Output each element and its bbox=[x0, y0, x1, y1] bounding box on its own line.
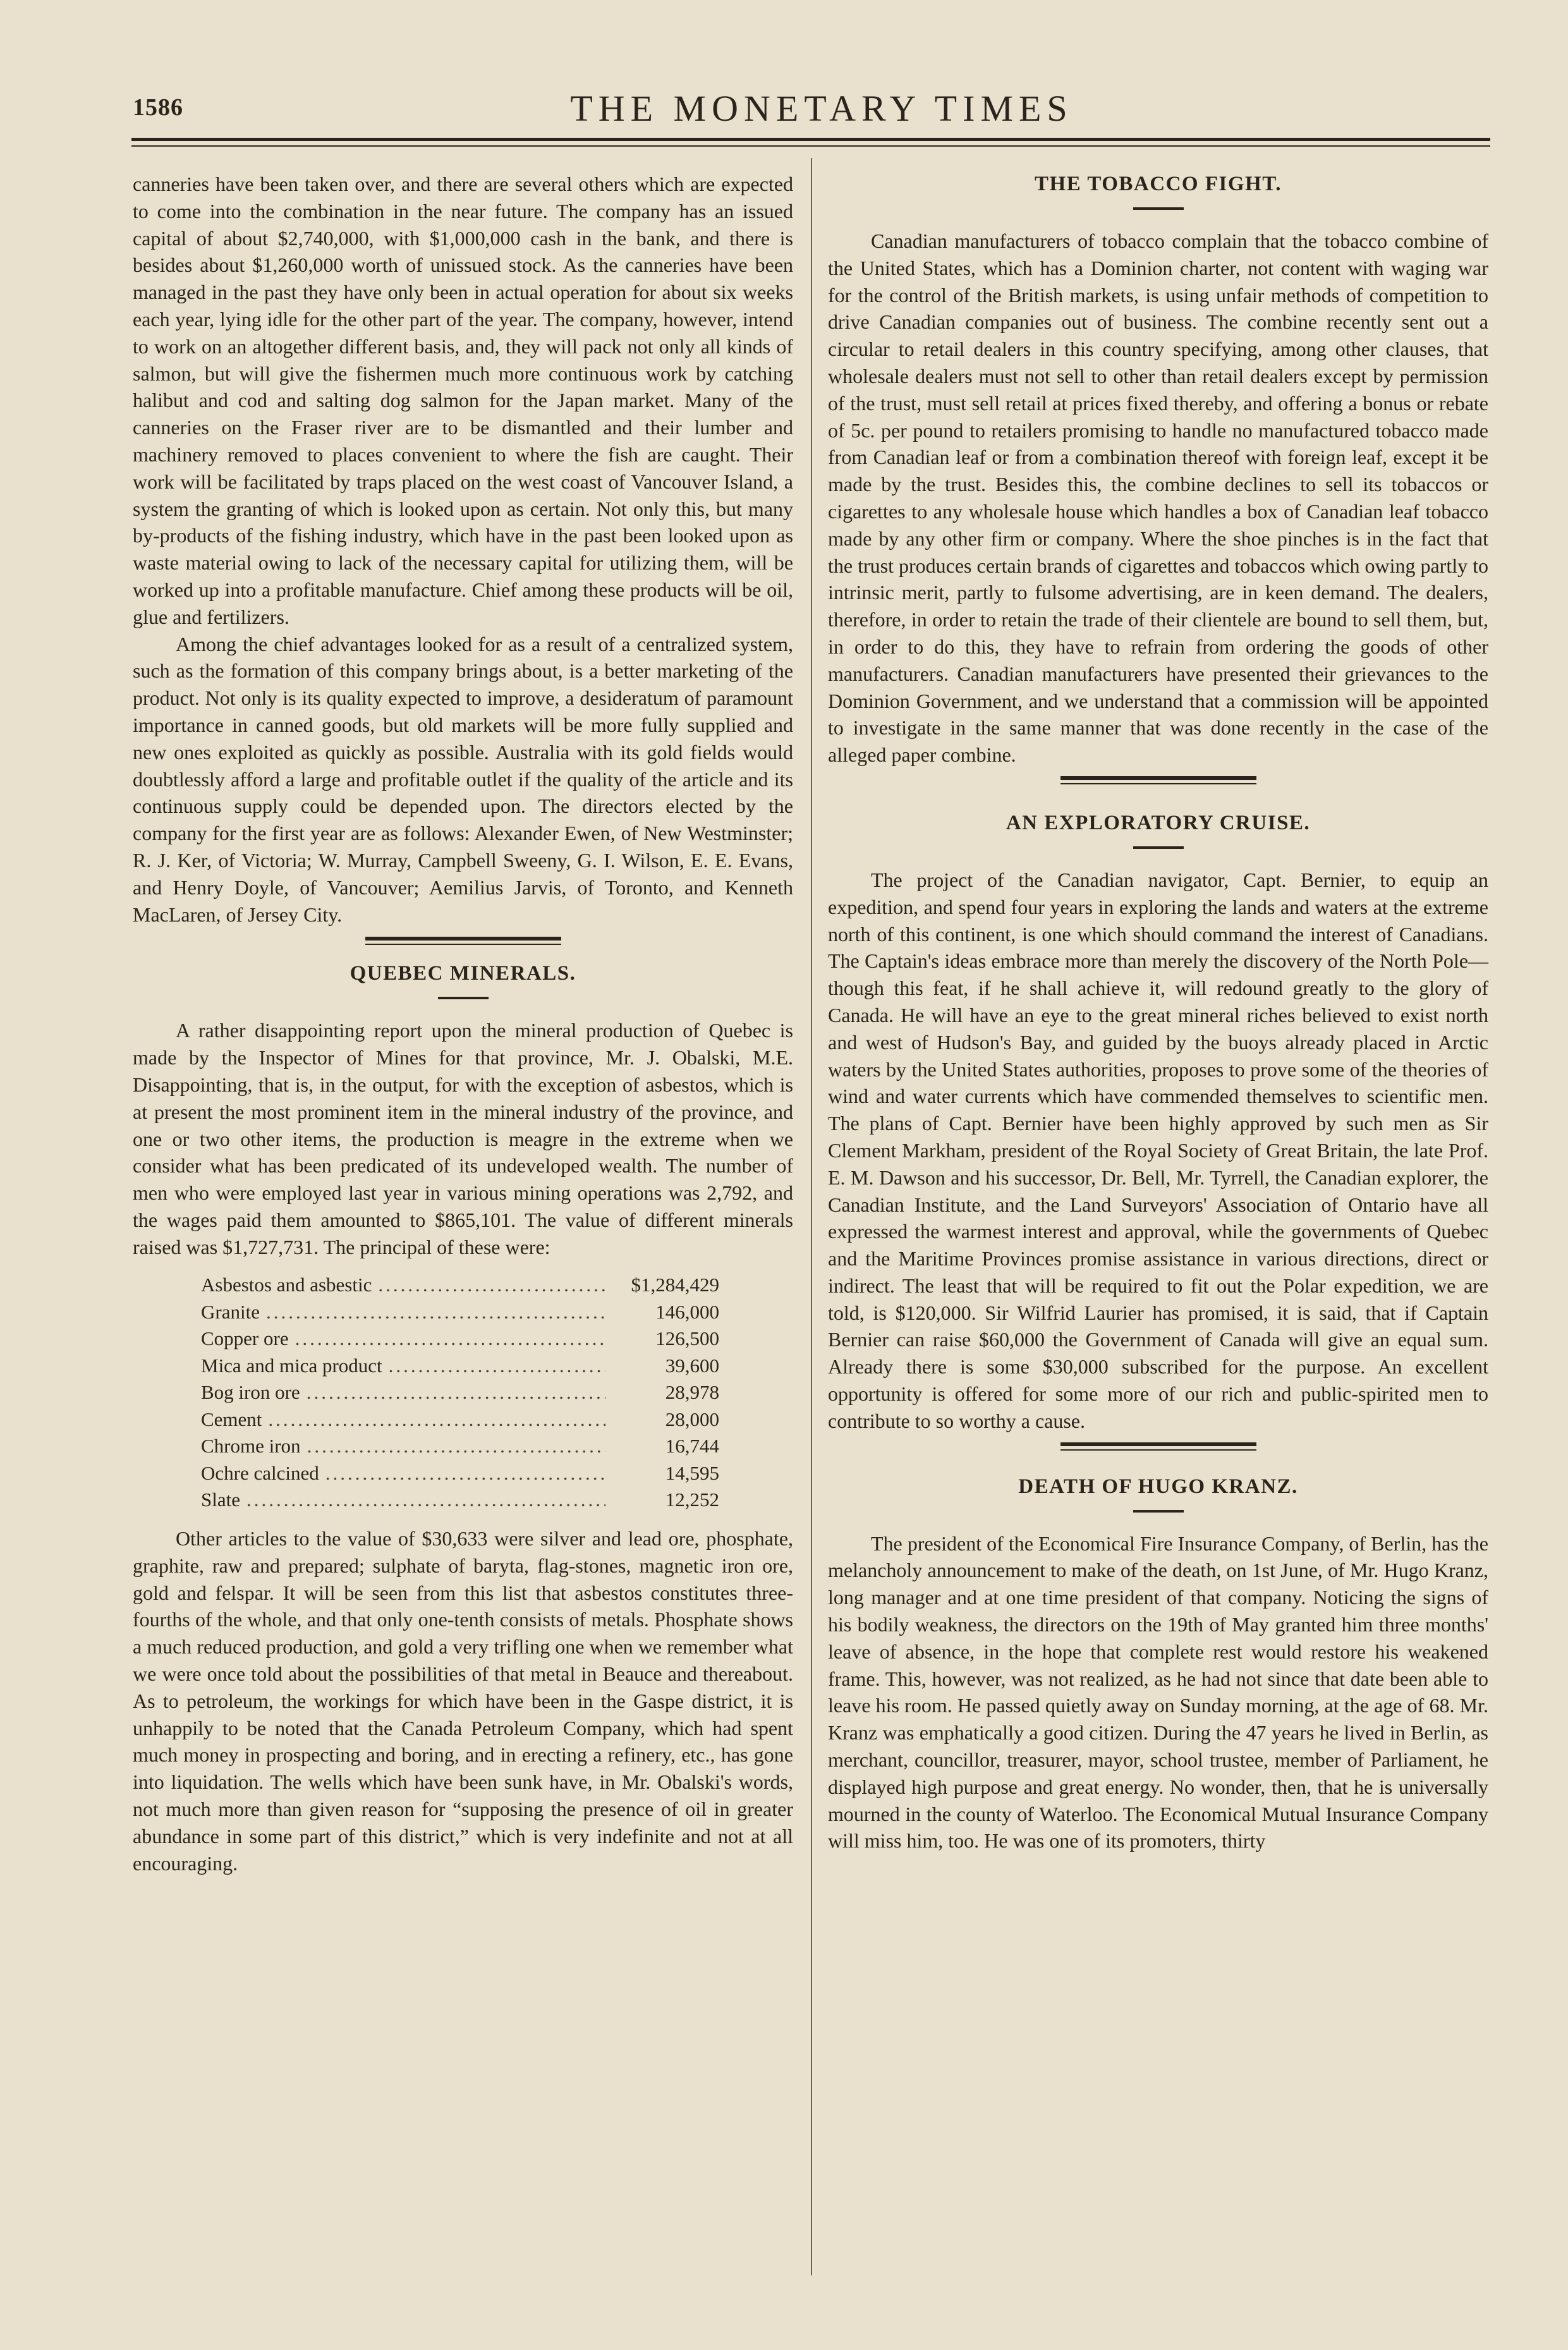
title-rule bbox=[438, 997, 489, 999]
mineral-name: Copper ore bbox=[201, 1327, 289, 1350]
section-separator bbox=[1061, 1442, 1256, 1451]
mineral-row bbox=[201, 1406, 719, 1434]
mineral-row bbox=[201, 1460, 719, 1487]
header-rule-thin bbox=[131, 145, 1490, 147]
mineral-row bbox=[201, 1433, 719, 1460]
header-rule-thick bbox=[131, 138, 1490, 141]
title-rule bbox=[1133, 1510, 1184, 1513]
column-divider bbox=[811, 158, 812, 2275]
tobacco-fight-title: THE TOBACCO FIGHT. bbox=[1035, 173, 1282, 195]
leader-dots bbox=[389, 1353, 605, 1380]
mineral-name: Granite bbox=[201, 1300, 260, 1323]
leader-dots bbox=[266, 1299, 605, 1326]
leader-dots bbox=[325, 1460, 605, 1487]
mineral-row bbox=[201, 1325, 719, 1353]
mineral-row bbox=[201, 1353, 719, 1380]
death-of-hugo-kranz-body: The president of the Economical Fire Insurance Company, of Berlin, has the melancholy announcement to make of the death, on 1st June, of Mr. Hugo Kranz, long manager and at one time president of that company. Noticing the signs of his bodily weakness, the directors on the 19th of May granted him three months' leave of absence, in the hope that complete rest would restore his weakened frame. This, however, was not realized, as he had not since that date been able to leave his room. He passed quietly away on Sunday morning, at the age of 68. Mr. Kranz was emphatically a good citizen. During the 47 years he lived in Berlin, as merchant, councillor, treasurer, mayor, school trustee, member of Parliament, he displayed high purpose and great energy. No wonder, then, that he is universally mourned in the county of Waterloo. The Economical Mutual Insurance Company will miss him, too. He was one of its promoters, thirty bbox=[828, 1531, 1488, 1853]
mineral-row bbox=[201, 1487, 719, 1514]
salmon-article-paragraph: Among the chief advantages looked for as a result of a centralized system, such as the formation of this company brings about, is a better marketing of the product. Not only is its quality expected to improve, a desideratum of paramount importance in canned goods, but old markets will be more fully supplied and new ones exploited as quickly as possible. Australia with its gold fields would doubtlessly afford a large and profitable outlet if the quality of the article and its continuous supply could be depended upon. The directors elected by the company for the first year are as follows: Alexander Ewen, of New Westminster; R. J. Ker, of Victoria; W. Murray, Campbell Sweeny, G. I. Wilson, E. E. Evans, and Henry Doyle, of Vancouver; Aemilius Jarvis, of Toronto, and Kenneth MacLaren, of Jersey City. bbox=[133, 632, 793, 926]
title-rule bbox=[1133, 207, 1184, 210]
mineral-value: 14,595 bbox=[665, 1461, 719, 1484]
quebec-minerals-title: QUEBEC MINERALS. bbox=[349, 962, 576, 985]
mineral-row bbox=[201, 1379, 719, 1406]
left-column bbox=[133, 171, 793, 1877]
mineral-value: 146,000 bbox=[655, 1300, 719, 1323]
mineral-value: $1,284,429 bbox=[631, 1274, 719, 1296]
mineral-value: 39,600 bbox=[665, 1354, 719, 1377]
leader-dots bbox=[307, 1379, 605, 1406]
death-of-hugo-kranz-title: DEATH OF HUGO KRANZ. bbox=[1018, 1475, 1298, 1498]
quebec-minerals-conclusion: Other articles to the value of $30,633 were silver and lead ore, phosphate, graphite, raw and prepared; sulphate of baryta, flag-stones, magnetic iron ore, gold and felspar. It will be seen from this list that asbestos constitutes three-fourths of the whole, and that only one-tenth consists of metals. Phosphate shows a much reduced production, and gold a very trifling one when we remember what we were once told about the possibilities of that metal in Beauce and thereabout. As to petroleum, the workings for which have been in the Gaspe district, it is unhappily to be noted that the Canada Petroleum Company, which had spent much money in prospecting and boring, and in erecting a refinery, etc., has gone into liquidation. The wells which have been sunk have, in Mr. Obalski's words, not much more than given reason for “supposing the presence of oil in greater abundance in some part of this district,” which is very indefinite and not at all encouraging. bbox=[133, 1526, 793, 1875]
mineral-name: Slate bbox=[201, 1489, 240, 1511]
mineral-name: Cement bbox=[201, 1408, 262, 1430]
quebec-minerals-intro: A rather disappointing report upon the mineral production of Quebec is made by the Inspector of Mines for that province, Mr. J. Obalski, M.E. Disappointing, that is, in the output, for with the exception of asbestos, which is at present the most prominent item in the mineral industry of the province, and one or two other items, the production is meagre in the extreme when we consider what has been predicated of its undeveloped wealth. The number of men who were employed last year in various mining operations was 2,792, and the wages paid them amounted to $865,101. The value of different minerals raised was $1,727,731. The principal of these were: bbox=[133, 1019, 793, 1258]
right-column bbox=[828, 171, 1488, 1854]
section-separator bbox=[365, 937, 561, 945]
leader-dots bbox=[268, 1406, 605, 1434]
leader-dots bbox=[307, 1433, 605, 1460]
section-separator bbox=[1061, 776, 1256, 784]
title-rule bbox=[1133, 846, 1184, 849]
mineral-row bbox=[201, 1299, 719, 1326]
mineral-value: 16,744 bbox=[665, 1435, 719, 1458]
mineral-name: Chrome iron bbox=[201, 1435, 301, 1458]
leader-dots bbox=[378, 1272, 605, 1299]
mineral-name: Ochre calcined bbox=[201, 1461, 319, 1484]
exploratory-cruise-body: The project of the Canadian navigator, Capt. Bernier, to equip an expedition, and spend four years in exploring the lands and waters at the extreme north of this continent, is one which should command the interest of Canadians. The Captain's ideas embrace more than merely the discovery of the North Pole—though this feat, if he shall achieve it, will redound greatly to the glory of Canada. He will have an eye to the great mineral riches believed to exist north and west of Hudson's Bay, and guided by the buoys already placed in Arctic waters by the United States authorities, proposes to prove some of the theories of wind and water currents which have commended themselves to scientific men. The plans of Capt. Bernier have been highly approved by such men as Sir Clement Markham, president of the Royal Society of Great Britain, the late Prof. E. M. Dawson and his successor, Dr. Bell, Mr. Tyrrell, the Canadian explorer, the Canadian Institute, and the Land Surveyors' Association of Ontario have all expressed the warmest interest and approval, while the governments of Quebec and the Maritime Provinces promise assistance in various directions, direct or indirect. The least that will be required to fit out the Polar expedition, we are told, is $120,000. Sir Wilfrid Laurier has promised, it is said, that if Captain Bernier can raise $60,000 the Government of Canada will give an equal sum. Already there is some $30,000 subscribed for the purpose. An excellent opportunity is offered for some more of our rich and public-spirited men to contribute to so worthy a cause. bbox=[828, 868, 1488, 1432]
mineral-row bbox=[201, 1272, 719, 1299]
leader-dots bbox=[246, 1487, 605, 1514]
masthead-title: THE MONETARY TIMES bbox=[570, 88, 1073, 129]
exploratory-cruise-title: AN EXPLORATORY CRUISE. bbox=[1006, 811, 1311, 834]
mineral-value: 126,500 bbox=[655, 1327, 719, 1350]
mineral-value: 12,252 bbox=[665, 1489, 719, 1511]
minerals-table bbox=[201, 1272, 719, 1514]
page-number: 1586 bbox=[133, 94, 183, 121]
tobacco-fight-body: Canadian manufacturers of tobacco complain that the tobacco combine of the United States, which has a Dominion charter, not content with waging war for the control of the British markets, is using unfair methods of competition to drive Canadian companies out of business. The combine recently sent out a circular to retail dealers in this country specifying, among other clauses, that wholesale dealers must not sell to other than retail dealers except by permission of the trust, must sell retail at prices fixed thereby, and offering a bonus or rebate of 5c. per pound to retailers promising to handle no manufactured tobacco made from Canadian leaf or from a combination thereof with foreign leaf, except it be made by the trust. Besides this, the combine declines to sell its tobaccos or cigarettes to any wholesale house which handles a box of Canadian leaf tobacco made by any other firm or company. Where the shoe pinches is in the fact that the trust produces certain brands of cigarettes and tobaccos which owing partly to intrinsic merit, partly to fulsome advertising, are in keen demand. The dealers, therefore, in order to retain the trade of their clientele are bound to sell them, but, in order to do this, they have to refrain from ordering the goods of other manufacturers. Canadian manufacturers have presented their grievances to the Dominion Government, and we understand that a commission will be appointed to investigate in the same manner that was done recently in the case of the alleged paper combine. bbox=[828, 229, 1488, 767]
mineral-name: Asbestos and asbestic bbox=[201, 1274, 372, 1296]
leader-dots bbox=[295, 1325, 605, 1353]
mineral-value: 28,978 bbox=[665, 1381, 719, 1404]
salmon-article-continuation: canneries have been taken over, and there are several others which are expected to come into the combination in the near future. The company has an issued capital of about $2,740,000, with $1,000,000 cash in the bank, and there is besides about $1,260,000 worth of unissued stock. As the canneries have been managed in the past they have only been in actual operation for about six weeks each year, lying idle for the other part of the year. The company, however, intend to work on an altogether different basis, and, they will pack not only all kinds of salmon, but will give the fishermen much more continuous work by catching halibut and cod and salting dog salmon for the Japan market. Many of the canneries on the Fraser river are to be dismantled and their lumber and machinery removed to places convenient to where the fish are caught. Their work will be facilitated by traps placed on the west coast of Vancouver Island, a system the granting of which is looked upon as certain. Not only this, but many by-products of the fishing industry, which have in the past been looked upon as waste material owing to lack of the necessary capital for utilizing them, will be worked up into a profitable manufacture. Chief among these products will be oil, glue and fertilizers. bbox=[133, 173, 793, 628]
mineral-name: Mica and mica product bbox=[201, 1354, 382, 1377]
mineral-name: Bog iron ore bbox=[201, 1381, 300, 1404]
mineral-value: 28,000 bbox=[665, 1408, 719, 1430]
